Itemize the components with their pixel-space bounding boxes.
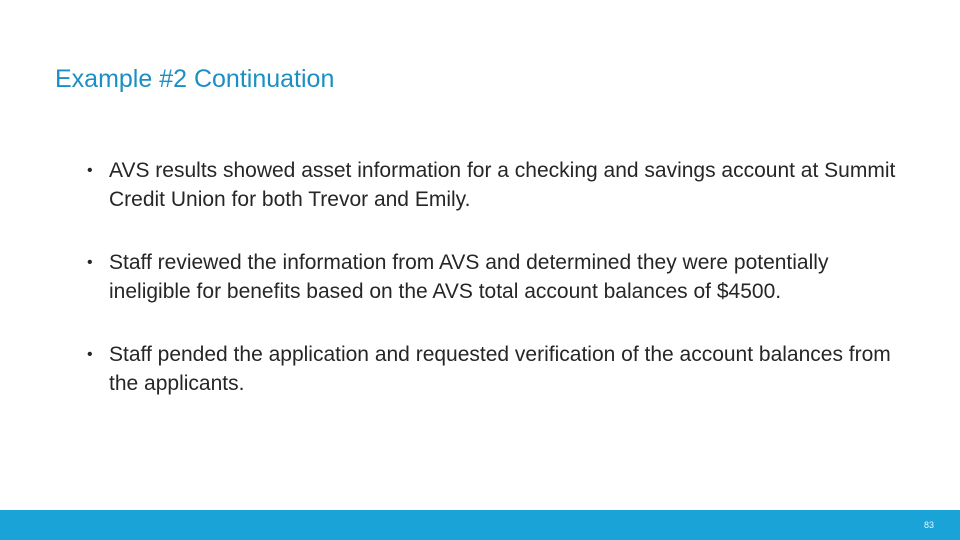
bullet-marker: • xyxy=(87,254,93,271)
bullet-item xyxy=(87,156,907,214)
page-number: 83 xyxy=(923,520,934,530)
bullet-text: Staff reviewed the information from AVS and determined they were potentially ineligible for benefits based on the AVS total account balances of $4500. xyxy=(109,251,829,303)
footer-bar xyxy=(0,510,960,540)
bullet-text: Staff pended the application and requested verification of the account balances from the applicants. xyxy=(109,343,891,395)
bullet-marker: • xyxy=(87,346,93,363)
slide-title: Example #2 Continuation xyxy=(55,65,335,93)
bullet-item xyxy=(87,340,907,398)
bullet-item xyxy=(87,248,907,306)
bullet-text: AVS results showed asset information for a checking and savings account at Summit Credit Union for both Trevor and Emily. xyxy=(109,159,896,211)
bullet-list xyxy=(87,156,907,432)
bullet-marker: • xyxy=(87,162,93,179)
